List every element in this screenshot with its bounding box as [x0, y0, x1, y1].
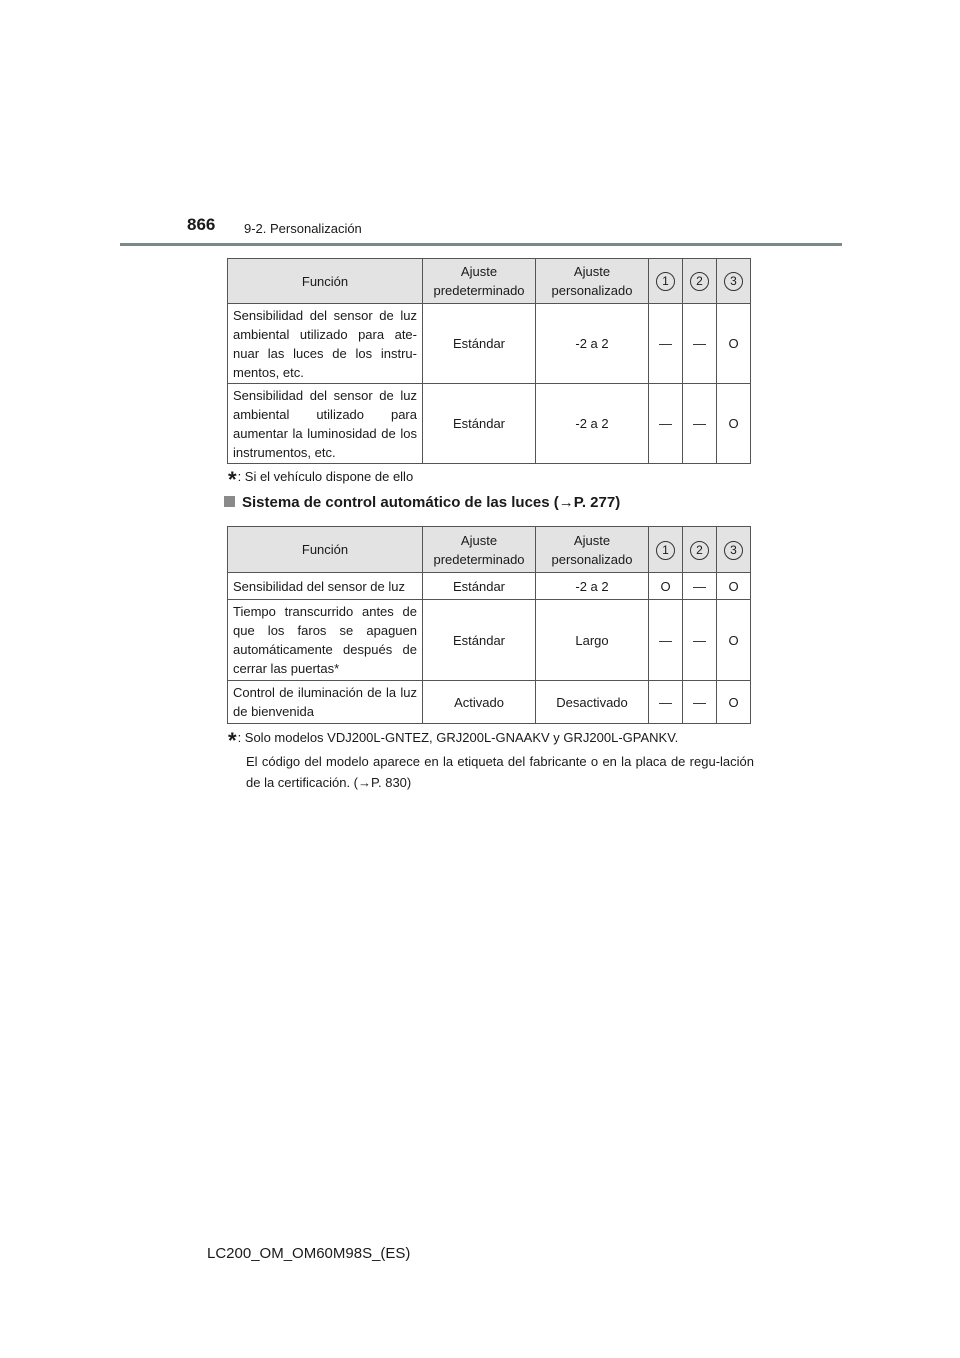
- col-header-default: Ajuste predeterminado: [423, 259, 536, 304]
- cell-custom: -2 a 2: [536, 304, 649, 384]
- cell-c1: O: [649, 573, 683, 600]
- cell-c1: —: [649, 681, 683, 724]
- cell-custom: -2 a 2: [536, 384, 649, 464]
- col-header-3: [717, 527, 751, 573]
- cell-funcion: Sensibilidad del sensor de luz ambiental utilizado para ate-nuar las luces de los instru-mentos, etc.: [228, 304, 423, 384]
- cell-c3: O: [717, 573, 751, 600]
- footnote-text: : Solo modelos VDJ200L-GNTEZ, GRJ200L-GNAAKV y GRJ200L-GPANKV.: [237, 730, 679, 745]
- col-header-1: [649, 527, 683, 573]
- cell-c1: —: [649, 304, 683, 384]
- circled-number-3: 3: [724, 272, 743, 291]
- footnote-availability: [228, 466, 413, 490]
- col-header-1: [649, 259, 683, 304]
- square-bullet-icon: [224, 496, 235, 507]
- cell-default: Estándar: [423, 600, 536, 681]
- document-code: LC200_OM_OM60M98S_(ES): [207, 1245, 411, 1262]
- col-header-2: [683, 259, 717, 304]
- circled-number-1: 1: [656, 272, 675, 291]
- cell-c2: —: [683, 600, 717, 681]
- col-header-custom: Ajuste personalizado: [536, 259, 649, 304]
- col-header-default: Ajuste predeterminado: [423, 527, 536, 573]
- cell-custom: Largo: [536, 600, 649, 681]
- table-row: [228, 600, 751, 681]
- cell-custom: Desactivado: [536, 681, 649, 724]
- cell-custom: -2 a 2: [536, 573, 649, 600]
- settings-table-lighting-sensor: [227, 258, 751, 464]
- footnote-star: *: [228, 728, 237, 753]
- cell-default: Activado: [423, 681, 536, 724]
- cell-default: Estándar: [423, 573, 536, 600]
- table-row: [228, 573, 751, 600]
- circled-number-1: 1: [656, 541, 675, 560]
- subheading-text: Sistema de control automático de las luces (→P. 277): [242, 494, 621, 511]
- cell-funcion: Sensibilidad del sensor de luz: [228, 573, 423, 600]
- table-row: [228, 681, 751, 724]
- cell-funcion: Tiempo transcurrido antes de que los faros se apaguen automáticamente después de cerrar las puertas*: [228, 600, 423, 681]
- section-title: 9-2. Personalización: [244, 221, 362, 236]
- cell-c1: —: [649, 384, 683, 464]
- cell-funcion: Control de iluminación de la luz de bienvenida: [228, 681, 423, 724]
- footnote-star: *: [228, 467, 237, 492]
- circled-number-3: 3: [724, 541, 743, 560]
- footnote-line2: El código del modelo aparece en la etiqueta del fabricante o en la placa de regu-lación de la certificación. (→P. 830): [246, 754, 754, 790]
- table-header-row: [228, 259, 751, 304]
- col-header-funcion: Función: [228, 527, 423, 573]
- col-header-3: [717, 259, 751, 304]
- cell-c2: —: [683, 384, 717, 464]
- section-subheading: [224, 494, 620, 511]
- page-number: 866: [187, 215, 216, 234]
- footnote-models: [228, 727, 754, 793]
- table-header-row: [228, 527, 751, 573]
- circled-number-2: 2: [690, 541, 709, 560]
- circled-number-2: 2: [690, 272, 709, 291]
- cell-c3: O: [717, 681, 751, 724]
- table-row: [228, 304, 751, 384]
- cell-c3: O: [717, 600, 751, 681]
- cell-default: Estándar: [423, 384, 536, 464]
- cell-c2: —: [683, 304, 717, 384]
- cell-c1: —: [649, 600, 683, 681]
- cell-c2: —: [683, 681, 717, 724]
- cell-funcion: Sensibilidad del sensor de luz ambiental utilizado para aumentar la luminosidad de los instrumentos, etc.: [228, 384, 423, 464]
- header-divider: [120, 243, 842, 246]
- col-header-custom: Ajuste personalizado: [536, 527, 649, 573]
- footnote-text: : Si el vehículo dispone de ello: [237, 469, 414, 484]
- cell-c3: O: [717, 304, 751, 384]
- col-header-2: [683, 527, 717, 573]
- footnote-line1: [228, 727, 754, 751]
- settings-table-auto-light: [227, 526, 751, 724]
- cell-c2: —: [683, 573, 717, 600]
- col-header-funcion: Función: [228, 259, 423, 304]
- cell-default: Estándar: [423, 304, 536, 384]
- table-row: [228, 384, 751, 464]
- cell-c3: O: [717, 384, 751, 464]
